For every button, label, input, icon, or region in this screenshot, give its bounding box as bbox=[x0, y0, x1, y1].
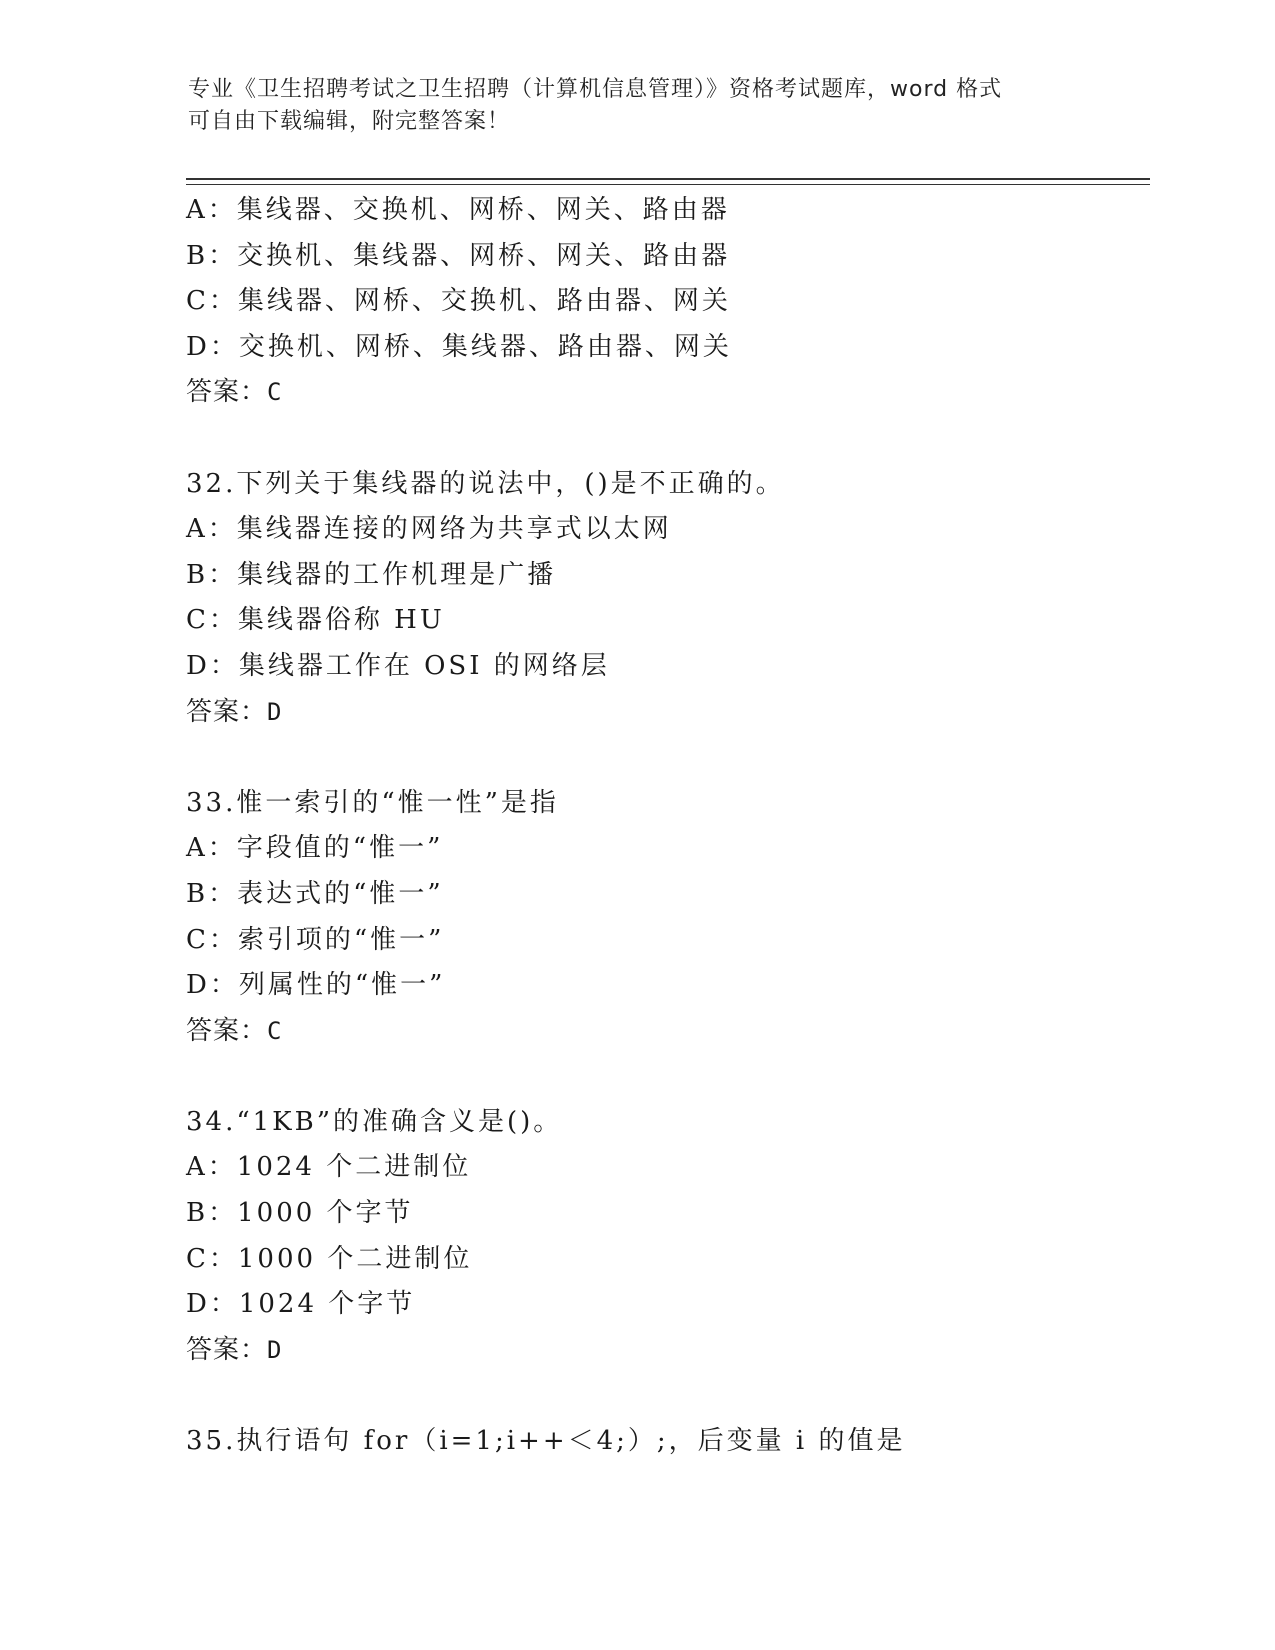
option-d: D：1024 个字节 bbox=[186, 1289, 416, 1320]
answer-line bbox=[186, 1009, 1146, 1055]
option-d: D：集线器工作在 OSI 的网络层 bbox=[186, 650, 610, 681]
option-a: A：集线器、交换机、网桥、网关、路由器 bbox=[186, 195, 730, 225]
answer-label: 答案： bbox=[186, 696, 268, 727]
spacer bbox=[186, 1054, 1146, 1100]
option-a: A：集线器连接的网络为共享式以太网 bbox=[186, 514, 672, 545]
answer-line bbox=[186, 1328, 1146, 1374]
option-c: C：集线器俗称 HU bbox=[186, 605, 445, 636]
answer-value: D bbox=[267, 1335, 283, 1364]
question-35 bbox=[186, 1419, 1146, 1465]
question-stem: 34.“1KB”的准确含义是()。 bbox=[186, 1106, 563, 1137]
answer-label: 答案： bbox=[186, 1015, 268, 1046]
question-34 bbox=[186, 1100, 1146, 1374]
option-c: C：索引项的“惟一” bbox=[186, 924, 445, 955]
answer-label: 答案： bbox=[186, 377, 268, 408]
answer-value: C bbox=[267, 1016, 283, 1045]
answer-line bbox=[186, 690, 1146, 736]
spacer bbox=[186, 735, 1146, 781]
spacer bbox=[186, 416, 1146, 462]
header-divider bbox=[186, 178, 1150, 185]
option-d: D：交换机、网桥、集线器、路由器、网关 bbox=[186, 331, 732, 362]
question-32 bbox=[186, 462, 1146, 736]
option-c: C：1000 个二进制位 bbox=[186, 1243, 473, 1274]
option-b: B：集线器的工作机理是广播 bbox=[186, 559, 557, 590]
question-stem: 33.惟一索引的“惟一性”是指 bbox=[186, 787, 559, 818]
question-33 bbox=[186, 781, 1146, 1055]
option-a: A：1024 个二进制位 bbox=[186, 1152, 472, 1183]
option-b: B：表达式的“惟一” bbox=[186, 878, 444, 909]
answer-value: C bbox=[267, 378, 283, 407]
option-b: B：1000 个字节 bbox=[186, 1198, 414, 1229]
question-list bbox=[186, 188, 1146, 1465]
question-31 bbox=[186, 188, 1146, 416]
question-stem: 32.下列关于集线器的说法中，()是不正确的。 bbox=[186, 468, 785, 499]
header-line-1: 专业《卫生招聘考试之卫生招聘（计算机信息管理）》资格考试题库，word 格式 bbox=[188, 77, 1003, 102]
spacer bbox=[186, 1373, 1146, 1419]
option-b: B：交换机、集线器、网桥、网关、路由器 bbox=[186, 240, 731, 271]
option-d: D：列属性的“惟一” bbox=[186, 970, 446, 1001]
option-a: A：字段值的“惟一” bbox=[186, 833, 444, 864]
document-header bbox=[188, 74, 1088, 138]
question-stem: 35.执行语句 for（i=1;i++＜4;）;，后变量 i 的值是 bbox=[186, 1426, 906, 1457]
header-line-2: 可自由下载编辑，附完整答案！ bbox=[188, 109, 511, 134]
answer-label: 答案： bbox=[186, 1334, 268, 1365]
answer-line bbox=[186, 370, 1146, 416]
option-c: C：集线器、网桥、交换机、路由器、网关 bbox=[186, 286, 731, 317]
answer-value: D bbox=[267, 697, 283, 726]
